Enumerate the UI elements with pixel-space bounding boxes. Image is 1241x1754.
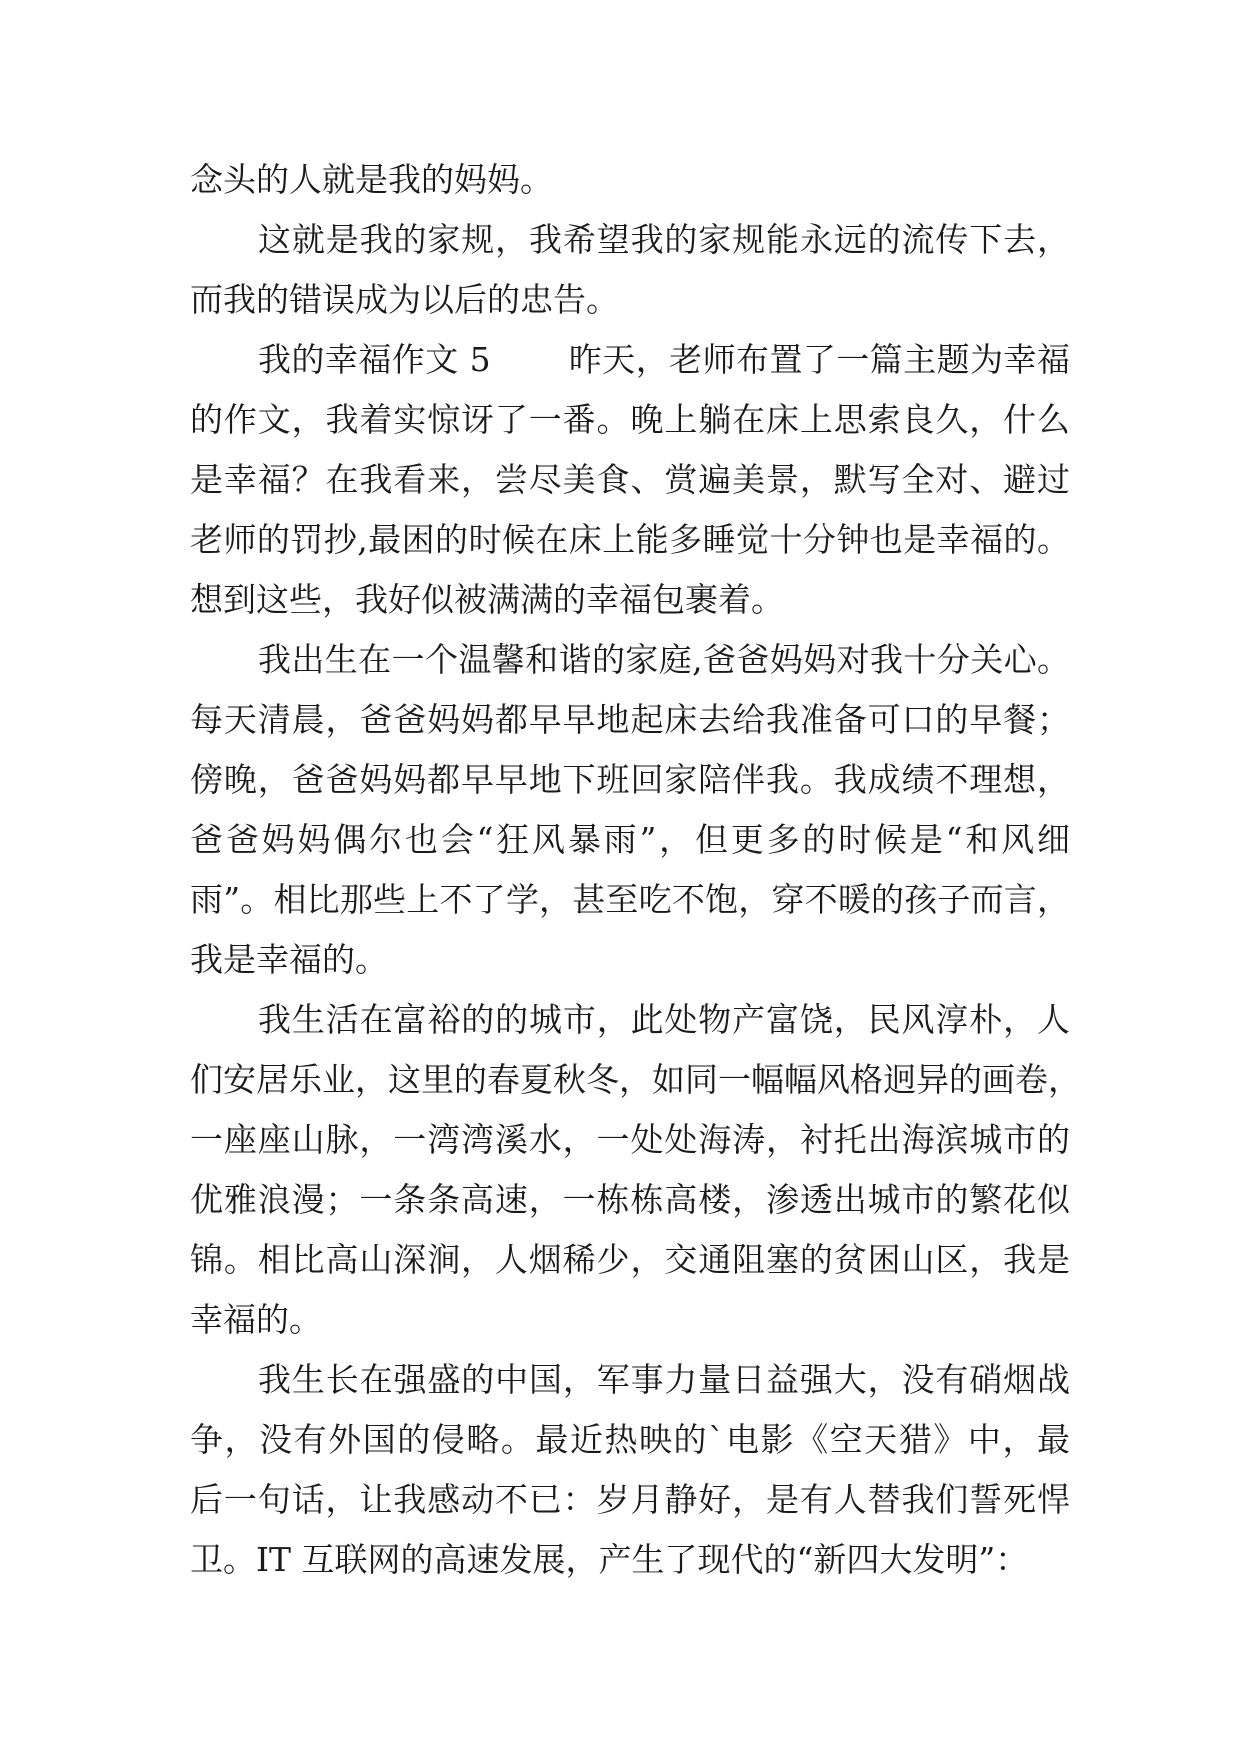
text-line: 念头的人就是我的妈妈。 <box>190 160 553 199</box>
text-line: 傍晚，爸爸妈妈都早早地下班回家陪伴我。我成绩不理想， <box>190 760 1070 799</box>
text-line: 优雅浪漫；一条条高速，一栋栋高楼，渗透出城市的繁花似 <box>190 1180 1070 1219</box>
text-line: 爸爸妈妈偶尔也会“狂风暴雨”，但更多的时候是“和风细 <box>190 820 1070 859</box>
text-line: 是幸福？在我看来，尝尽美食、赏遍美景，默写全对、避过 <box>190 460 1070 499</box>
text-line: 而我的错误成为以后的忠告。 <box>190 280 619 319</box>
text-line: 们安居乐业，这里的春夏秋冬，如同一幅幅风格迥异的画卷， <box>190 1060 1081 1099</box>
text-line: 幸福的。 <box>190 1300 322 1339</box>
text-line: 我是幸福的。 <box>190 940 388 979</box>
text-line: 老师的罚抄,最困的时候在床上能多睡觉十分钟也是幸福的。 <box>190 520 1070 559</box>
text-line: 雨”。相比那些上不了学，甚至吃不饱，穿不暖的孩子而言， <box>190 880 1070 919</box>
text-line: 每天清晨，爸爸妈妈都早早地起床去给我准备可口的早餐； <box>190 700 1070 739</box>
text-line: 争，没有外国的侵略。最近热映的`电影《空天猎》中，最 <box>190 1420 1070 1459</box>
text-line: 我的幸福作文 5 昨天，老师布置了一篇主题为幸福 <box>258 340 1070 379</box>
text-line: 卫。IT 互联网的高速发展，产生了现代的“新四大发明”： <box>190 1540 1029 1579</box>
text-line: 的作文，我着实惊讶了一番。晚上躺在床上思索良久，什么 <box>190 400 1070 439</box>
text-line: 我出生在一个温馨和谐的家庭,爸爸妈妈对我十分关心。 <box>258 640 1070 679</box>
text-line: 这就是我的家规，我希望我的家规能永远的流传下去， <box>258 220 1070 259</box>
text-line: 后一句话，让我感动不已：岁月静好，是有人替我们誓死悍 <box>190 1480 1070 1519</box>
text-line: 锦。相比高山深涧，人烟稀少，交通阻塞的贫困山区，我是 <box>190 1240 1070 1279</box>
document-body <box>190 150 1081 1590</box>
text-line: 我生长在强盛的中国，军事力量日益强大，没有硝烟战 <box>258 1360 1070 1399</box>
text-line: 我生活在富裕的的城市，此处物产富饶，民风淳朴，人 <box>258 1000 1070 1039</box>
text-line: 一座座山脉，一湾湾溪水，一处处海涛，衬托出海滨城市的 <box>190 1120 1070 1159</box>
text-line: 想到这些，我好似被满满的幸福包裹着。 <box>190 580 784 619</box>
